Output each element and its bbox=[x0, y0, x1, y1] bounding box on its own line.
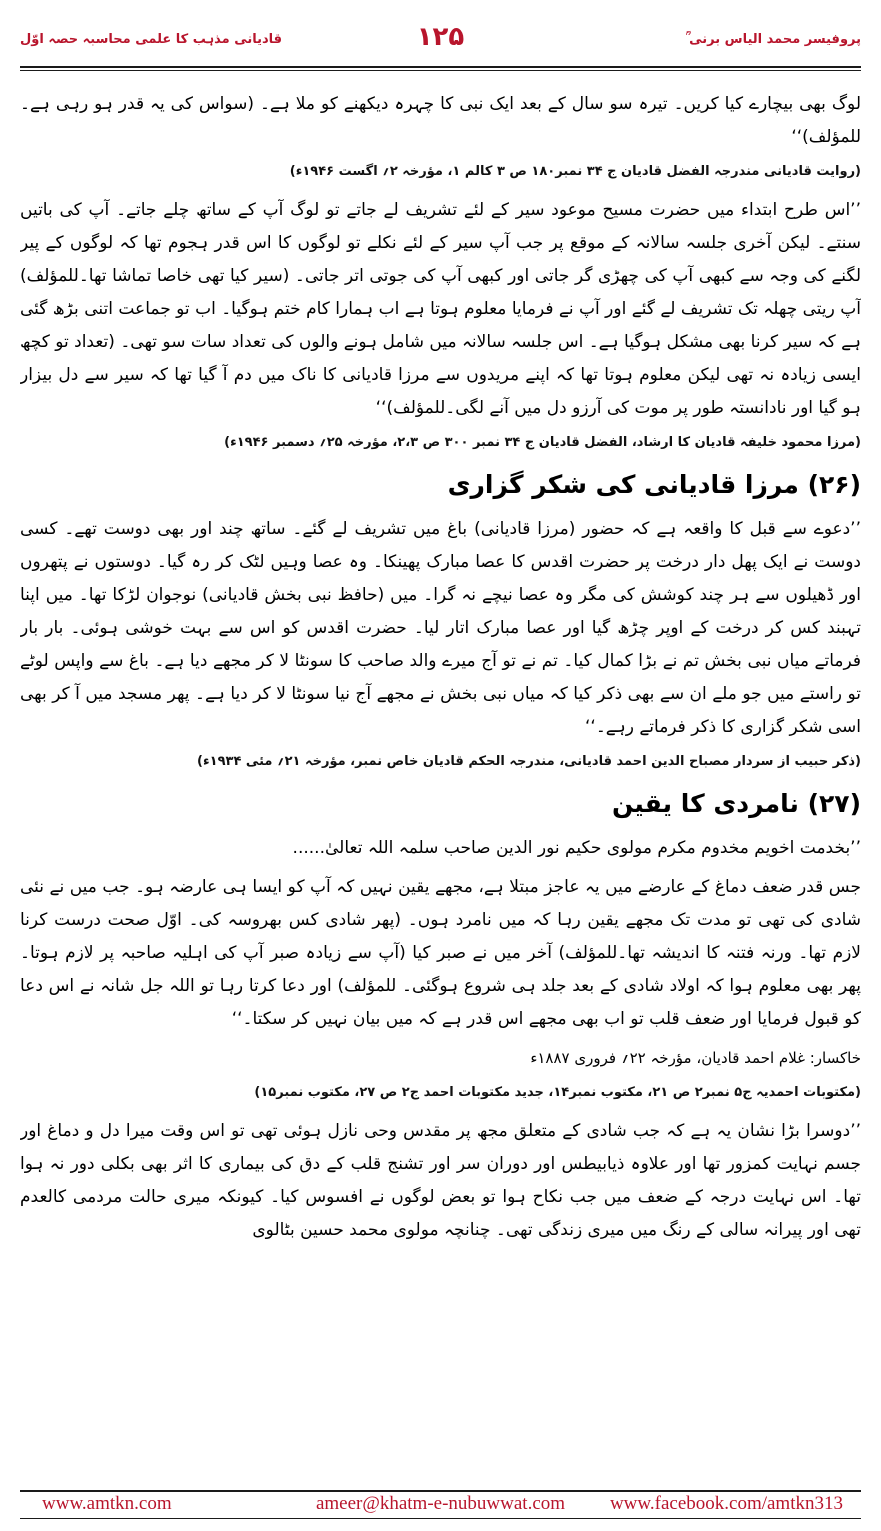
footer-website-link[interactable]: www.amtkn.com bbox=[42, 1493, 172, 1514]
footer-facebook-link[interactable]: www.facebook.com/amtkn313 bbox=[609, 1493, 843, 1514]
paragraph-4: ’’بخدمت اخویم مخدوم مکرم مولوی حکیم نور الدین صاحب سلمہ اللہ تعالیٰ...... bbox=[292, 838, 861, 858]
page-body bbox=[20, 88, 861, 1485]
page-header bbox=[20, 6, 861, 86]
page-number: ۱۲۵ bbox=[416, 22, 465, 52]
paragraph-6: ’’دوسرا بڑا نشان یہ ہے کہ جب شادی کے متعلق مجھ پر مقدس وحی نازل ہوئی تھی تو اس وقت میرا دل و دماغ اور جسم نہایت کمزور تھا اور علاوہ ذیابیطس اور دوران سر اور تشنج قلب کے دق کی بیماری کا اثر بھی بکلی دور نہ ہوا تھا۔ اس نہایت درجہ کے ضعف میں جب نکاح ہوا تو بعض لوگوں نے افسوس کیا۔ کیونکہ میری حالت مردمی کالعدم تھی اور پیرانہ سالی کے رنگ میں میری زندگی تھی۔ چنانچہ مولوی محمد حسین بٹالوی bbox=[20, 1121, 861, 1240]
reference-2: (مرزا محمود خلیفہ قادیان کا ارشاد، الفضل قادیان ج ۳۴ نمبر ۳۰۰ ص ۲،۳، مؤرخہ ۲۵؍ دسمبر ۱۹۴۶ء) bbox=[224, 435, 861, 450]
reference-1: (روایت قادیانی مندرجہ الفضل قادیان ج ۳۴ نمبر۱۸۰ ص ۳ کالم ۱، مؤرخہ ۲؍ اگست ۱۹۴۶ء) bbox=[289, 164, 861, 179]
section-heading-27: (۲۷) نامردی کا یقین bbox=[611, 789, 861, 818]
signature-line: خاکسار: غلام احمد قادیان، مؤرخہ ۲۲؍ فروری ۱۸۸۷ء bbox=[530, 1049, 861, 1067]
reference-3: (ذکر حبیب از سردار مصباح الدین احمد قادیانی، مندرجہ الحکم قادیان خاص نمبر، مؤرخہ ۲۱؍ مئی ۱۹۳۴ء) bbox=[197, 754, 861, 769]
book-title: قادیانی مذہب کا علمی محاسبہ حصہ اوّل bbox=[20, 32, 283, 47]
paragraph-5: جس قدر ضعف دماغ کے عارضے میں یہ عاجز مبتلا ہے، مجھے یقین نہیں کہ آپ کو ایسا ہی عارضہ ہو۔ جب میں نے نئی شادی کی تھی تو مدت تک مجھے یقین رہا کہ میں نامرد ہوں۔ (پھر شادی کس بھروسہ کی۔ اوّل صحت درست کرنا لازم تھا۔ ورنہ فتنہ کا اندیشہ تھا۔للمؤلف) آخر میں نے صبر کیا (آپ سے زیادہ صبر آپ کی اہلیہ صاحبہ پر لازم ہوتا۔ پھر بھی معلوم ہوا کہ اولاد شادی کے بعد جلد ہی شروع ہوگئی۔ للمؤلف) اور دعا کرتا رہا تو اللہ جل شانہ نے اس دعا کو قبول فرمایا اور ضعف قلب تو اب بھی مجھے اس قدر ہے کہ میں بیان نہیں کر سکتا۔‘‘ bbox=[20, 877, 861, 1029]
header-rule-thin bbox=[20, 70, 861, 71]
page-footer bbox=[20, 1490, 861, 1519]
paragraph-3: ’’دعوے سے قبل کا واقعہ ہے کہ حضور (مرزا قادیانی) باغ میں تشریف لے گئے۔ ساتھ چند اور بھی دوست تھے۔ کسی دوست نے ایک پھل دار درخت پر حضرت اقدس کا عصا مبارک پھینکا۔ وہ عصا وہیں لٹک کر رہ گیا۔ دوستوں نے پتھروں اور ڈھیلوں سے ہر چند کوشش کی مگر وہ عصا نیچے نہ گرا۔ میں (حافظ نبی بخش قادیانی) نوجوان لڑکا تھا۔ میں اپنا تہبند کس کر درخت کے اوپر چڑھ گیا اور عصا مبارک اتار لیا۔ حضرت اقدس کو اس سے بہت خوشی ہوئی۔ بار بار فرماتے میاں نبی بخش تم نے بڑا کمال کیا۔ تم نے تو آج میرے والد صاحب کا سونٹا لا کر مجھے دیا ہے۔ باغ سے واپس لوٹے تو راستے میں جو ملے ان سے بھی ذکر کیا کہ میاں نبی بخش نے مجھے آج نیا سونٹا لا کر دیا ہے۔ پھر مسجد میں آ کر بھی اسی شکر گزاری کا ذکر فرماتے رہے۔‘‘ bbox=[20, 519, 861, 737]
reference-4: (مکتوبات احمدیہ ج۵ نمبر۲ ص ۲۱، مکتوب نمبر۱۴، جدید مکتوبات احمد ج۲ ص ۲۷، مکتوب نمبر۱۵) bbox=[254, 1085, 861, 1100]
header-rule bbox=[20, 66, 861, 68]
section-heading-26: (۲۶) مرزا قادیانی کی شکر گزاری bbox=[447, 470, 861, 499]
paragraph-1: لوگ بھی بیچارے کیا کریں۔ تیرہ سو سال کے بعد ایک نبی کا چہرہ دیکھنے کو ملا ہے۔ (سواس کی یہ قدر ہو رہی ہے۔للمؤلف)‘‘ bbox=[20, 94, 861, 147]
author-name: پروفیسر محمد الیاس برنی ؒ bbox=[685, 32, 861, 47]
footer-email-link[interactable]: ameer@khatm-e-nubuwwat.com bbox=[315, 1493, 566, 1514]
paragraph-2: ’’اس طرح ابتداء میں حضرت مسیح موعود سیر کے لئے تشریف لے جاتے تو لوگ آپ کے ساتھ چلے جاتے۔ آپ کی باتیں سنتے۔ لیکن آخری جلسہ سالانہ کے موقع پر جب آپ سیر کے لئے نکلے تو لوگوں کا اس قدر ہجوم تھا کہ لوگوں کے پیر لگنے کی وجہ سے کبھی آپ کی چھڑی گر جاتی اور کبھی آپ کی جوتی اتر جاتی۔ (سیر کیا تھی خاصا تماشا تھا۔للمؤلف) آپ ریتی چھلہ تک تشریف لے گئے اور آپ نے فرمایا معلوم ہوتا ہے اب ہمارا کام ختم ہوگیا۔ اب تو جماعت اتنی بڑھ گئی ہے کہ سیر کرنا بھی مشکل ہوگیا ہے۔ اس جلسہ سالانہ میں شامل ہونے والوں کی تعداد سات سو تھی۔ (تعداد تو کچھ ایسی زیادہ نہ تھی لیکن معلوم ہوتا تھا کہ اپنے مریدوں سے مرزا قادیانی کا ناک میں دم آ گیا تھا کہ سیر سے دل بیزار ہو گیا اور نادانستہ طور پر موت کی آرزو دل میں آنے لگی۔للمؤلف)‘‘ bbox=[20, 200, 861, 418]
